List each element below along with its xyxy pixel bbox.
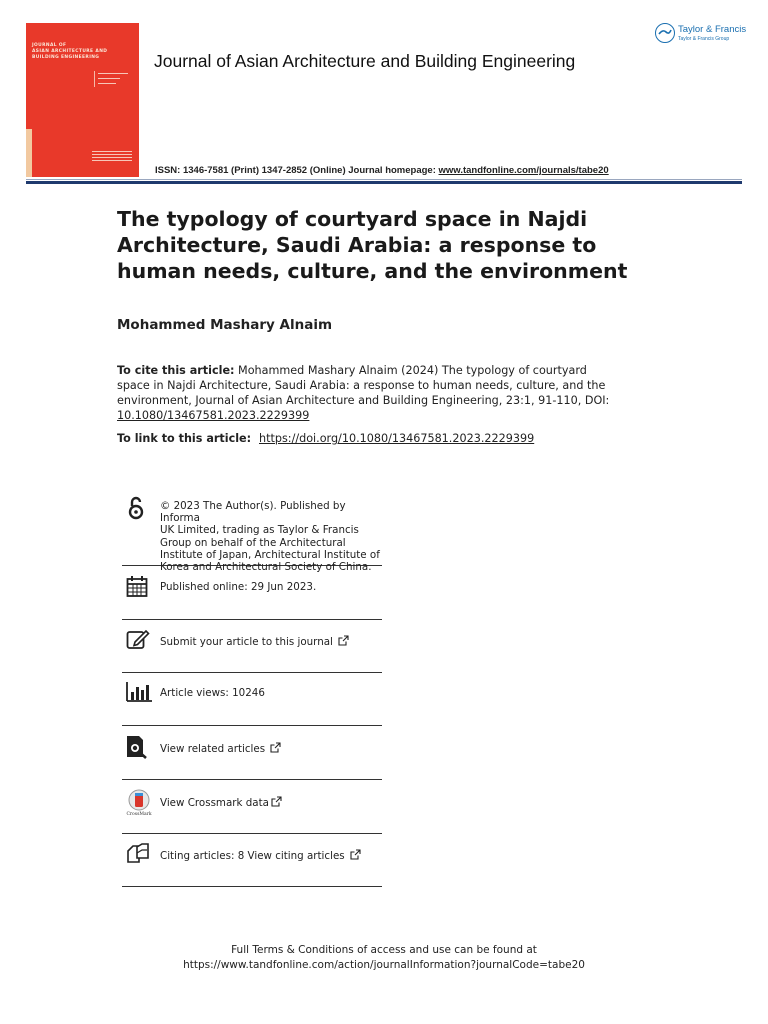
header-divider-thin xyxy=(26,179,742,180)
citing-articles-link[interactable]: Citing articles: 8 View citing articles xyxy=(160,849,361,862)
journal-cover xyxy=(26,23,139,177)
journal-title[interactable]: Journal of Asian Architecture and Building Engineering xyxy=(154,51,576,71)
crossmark-link[interactable]: View Crossmark data xyxy=(160,796,282,809)
crossmark-logo-text: CrossMark xyxy=(126,812,152,817)
published-row xyxy=(122,566,382,620)
header-divider xyxy=(26,181,742,184)
published-date: Published online: 29 Jun 2023. xyxy=(160,581,317,593)
publisher-name: Taylor & Francis xyxy=(678,24,747,35)
cover-journal-name: JOURNAL OF ASIAN ARCHITECTURE AND BUILDING ENGINEERING xyxy=(32,43,108,60)
author-name: Mohammed Mashary Alnaim xyxy=(117,317,333,333)
submit-article-link[interactable]: Submit your article to this journal xyxy=(160,635,349,648)
edit-icon xyxy=(126,628,150,650)
open-access-icon xyxy=(126,496,146,520)
journal-homepage-link[interactable]: www.tandfonline.com/journals/tabe20 xyxy=(438,165,609,176)
terms-footer xyxy=(0,943,768,973)
citing-row[interactable] xyxy=(122,834,382,887)
article-doi-link[interactable]: https://doi.org/10.1080/13467581.2023.2229399 xyxy=(259,432,535,445)
external-link-icon xyxy=(350,849,361,860)
calendar-icon xyxy=(126,575,148,598)
publisher-logo[interactable] xyxy=(653,22,749,48)
terms-url[interactable]: https://www.tandfonline.com/action/journalInformation?journalCode=tabe20 xyxy=(183,959,585,971)
crossmark-row[interactable] xyxy=(122,780,382,834)
article-link-line: To link to this article: https://doi.org/10.1080/13467581.2023.2229399 xyxy=(117,432,535,445)
publisher-group: Taylor & Francis Group xyxy=(678,36,730,42)
related-articles-icon xyxy=(126,735,148,759)
submit-row[interactable] xyxy=(122,620,382,673)
citation-block: To cite this article: Mohammed Mashary Alnaim (2024) The typology of courtyard space in Najdi Architecture, Saudi Arabia: a response to human needs, culture, and the environment, Journal of Asian Architecture and Building Engineering, 23:1, 91-110, DOI: 10.1080/13467581.2023.2229399 xyxy=(117,364,610,422)
article-title: The typology of courtyard space in Najdi Architecture, Saudi Arabia: a response to human needs, culture, and the environment xyxy=(117,207,628,283)
article-meta-list xyxy=(122,494,382,887)
issn-line: ISSN: 1346-7581 (Print) 1347-2852 (Online) Journal homepage: www.tandfonline.com/journals/tabe20 xyxy=(155,165,609,176)
external-link-icon xyxy=(270,742,281,753)
related-row[interactable] xyxy=(122,726,382,780)
related-articles-link[interactable]: View related articles xyxy=(160,742,281,755)
citing-articles-icon xyxy=(126,843,150,865)
external-link-icon xyxy=(338,635,349,646)
views-row xyxy=(122,673,382,726)
open-access-row xyxy=(122,494,382,574)
copyright-text: © 2023 The Author(s). Published by Informa UK Limited, trading as Taylor & Francis Group on behalf of the Architectural Institute of Japan, Architectural Institute of Korea and Architectural Society of China. xyxy=(160,500,380,574)
taylor-francis-icon xyxy=(655,23,675,43)
bar-chart-icon xyxy=(126,682,152,702)
external-link-icon xyxy=(271,796,282,807)
article-views: Article views: 10246 xyxy=(160,687,265,699)
citation-doi-link[interactable]: 10.1080/13467581.2023.2229399 xyxy=(117,409,310,422)
terms-line: Full Terms & Conditions of access and use can be found at xyxy=(231,944,537,956)
